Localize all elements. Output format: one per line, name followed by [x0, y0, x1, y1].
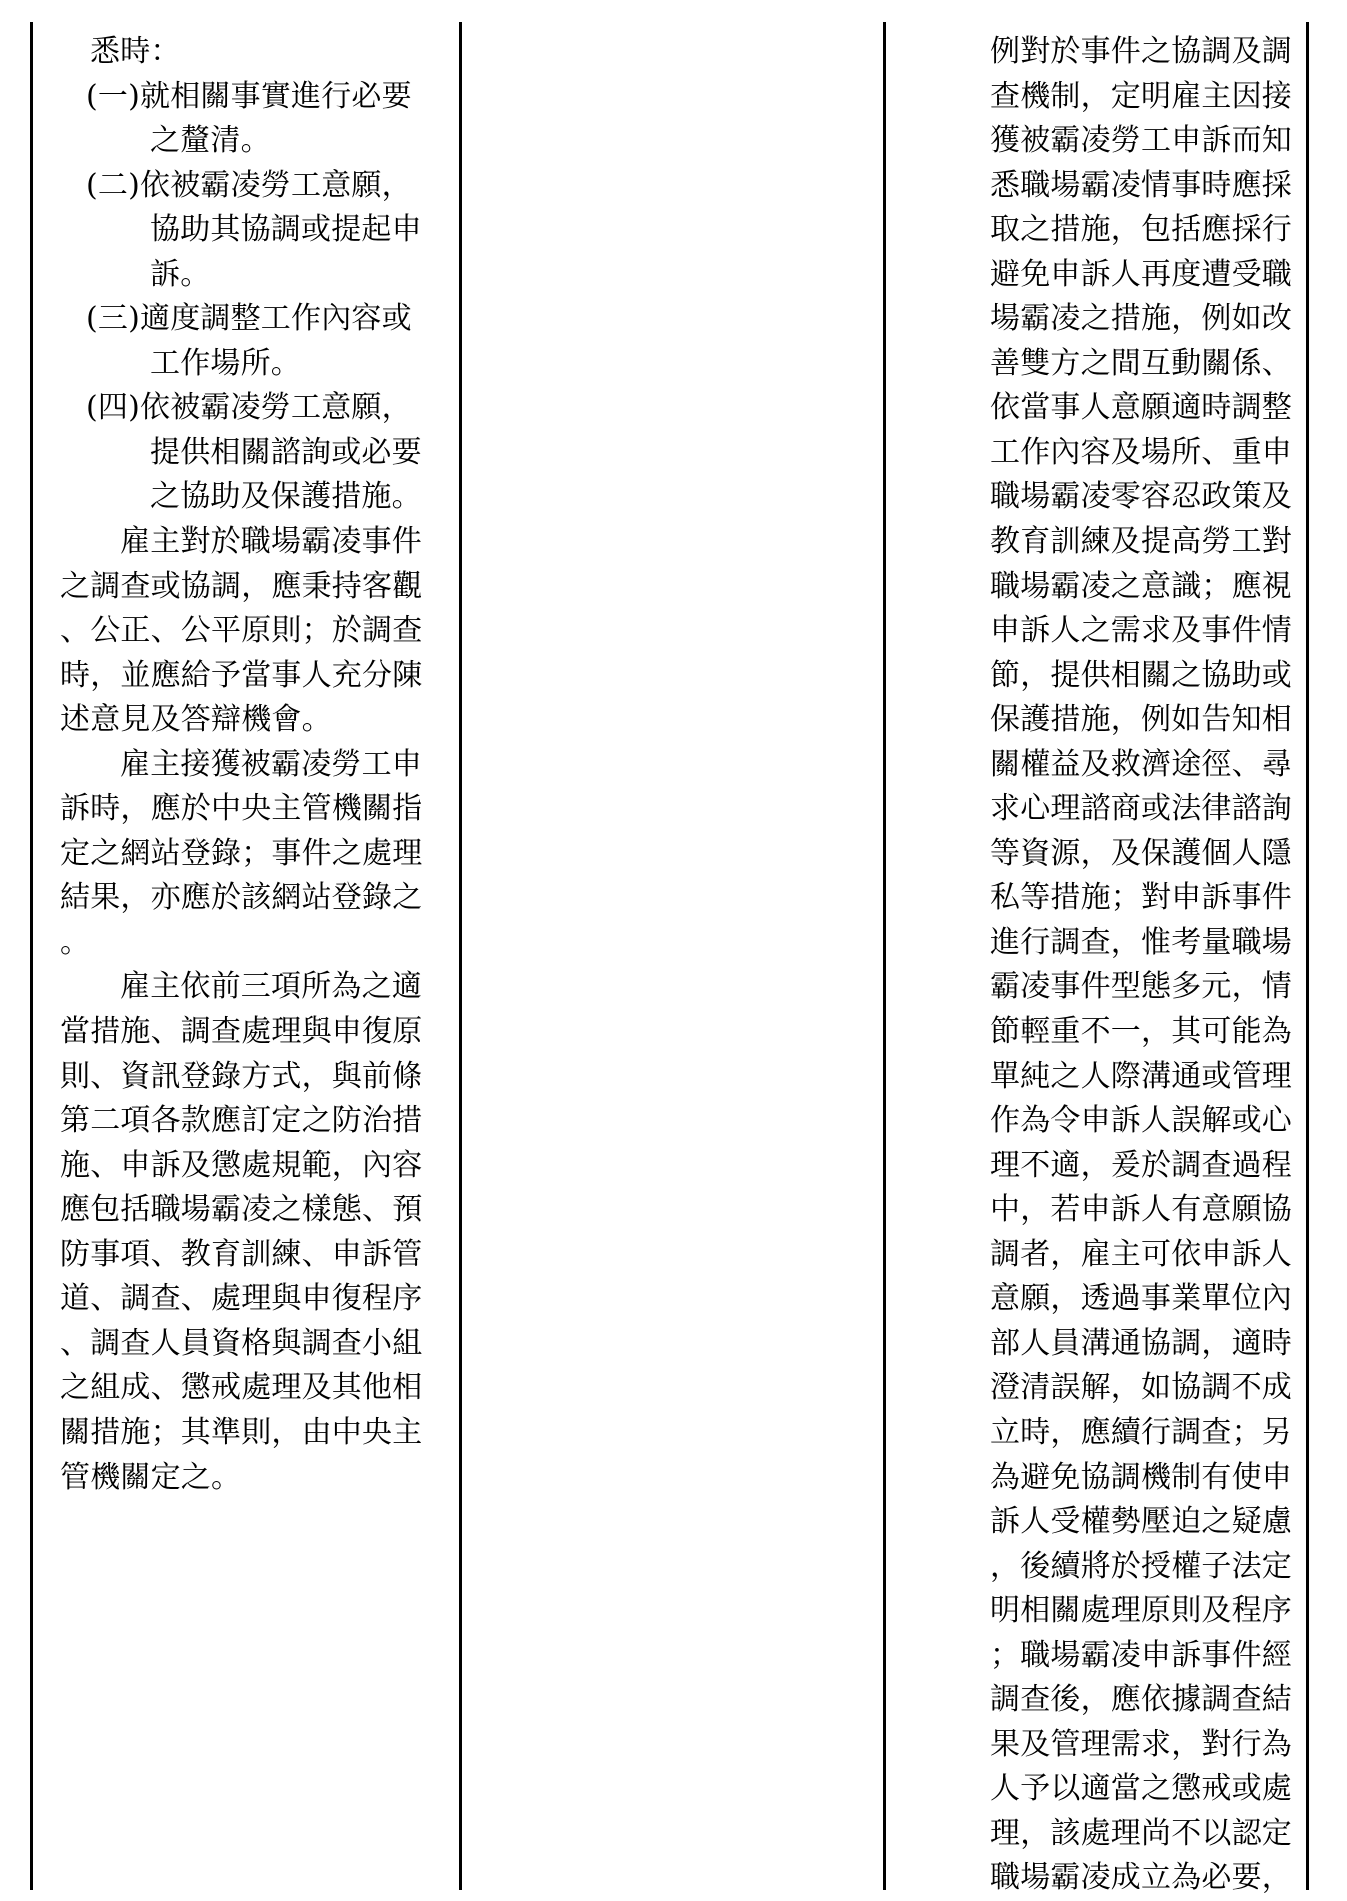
right-text-line: 立時，應續行調查；另 — [990, 1414, 1292, 1450]
right-text-line: 霸凌事件型態多元，情 — [990, 969, 1292, 1005]
right-text-line: 調查後，應依據調查結 — [990, 1682, 1292, 1718]
right-text-line: 為避免協調機制有使申 — [990, 1459, 1292, 1495]
left-text-line: 、公正、公平原則；於調查 — [60, 613, 423, 649]
right-text-line: 職場霸凌成立為必要， — [990, 1860, 1292, 1896]
left-text-line: (三)適度調整工作內容或 — [86, 301, 412, 337]
left-text-line: 雇主接獲被霸凌勞工申 — [120, 746, 422, 782]
right-text-line: 調者，雇主可依申訴人 — [990, 1236, 1292, 1272]
right-text-line: 理，該處理尚不以認定 — [990, 1815, 1292, 1851]
middle-right-border-line — [883, 22, 886, 1890]
left-text-line: 。 — [60, 924, 91, 960]
left-text-line: 則、資訊登錄方式，與前條 — [60, 1058, 423, 1094]
left-text-line: 、調查人員資格與調查小組 — [60, 1325, 423, 1361]
left-text-line: 時，並應給予當事人充分陳 — [60, 657, 423, 693]
left-text-line: 應包括職場霸凌之樣態、預 — [60, 1192, 423, 1228]
right-text-line: 悉職場霸凌情事時應採 — [990, 167, 1292, 203]
right-column-text — [990, 30, 1306, 1901]
left-text-line: 雇主對於職場霸凌事件 — [120, 524, 422, 560]
right-text-line: 查機制，定明雇主因接 — [990, 78, 1292, 114]
right-text-line: 獲被霸凌勞工申訴而知 — [990, 123, 1292, 159]
right-text-line: 單純之人際溝通或管理 — [990, 1058, 1292, 1094]
right-text-line: 節，提供相關之協助或 — [990, 657, 1292, 693]
right-text-line: ，後續將於授權子法定 — [990, 1548, 1292, 1584]
left-text-line: 施、申訴及懲處規範，內容 — [60, 1147, 423, 1183]
left-text-line: 之組成、懲戒處理及其他相 — [60, 1370, 423, 1406]
left-text-line: 當措施、調查處理與申復原 — [60, 1014, 423, 1050]
left-text-line: 之釐清。 — [150, 123, 271, 159]
right-text-line: 訴人受權勢壓迫之疑慮 — [990, 1504, 1292, 1540]
left-text-line: 悉時： — [90, 34, 181, 69]
right-text-line: 場霸凌之措施，例如改 — [990, 301, 1292, 337]
left-text-line: 結果，亦應於該網站登錄之 — [60, 880, 423, 916]
left-text-line: 防事項、教育訓練、申訴管 — [60, 1236, 423, 1272]
middle-left-border-line — [459, 22, 462, 1890]
left-text-line: 第二項各款應訂定之防治措 — [60, 1103, 423, 1139]
left-text-line: 關措施；其準則，由中央主 — [60, 1414, 423, 1450]
right-text-line: 理不適，爰於調查過程 — [990, 1147, 1292, 1183]
left-text-line: 訴時，應於中央主管機關指 — [60, 791, 423, 827]
right-text-line: 工作內容及場所、重申 — [990, 434, 1292, 470]
right-text-line: 善雙方之間互動關係、 — [990, 345, 1292, 381]
left-text-line: 管機關定之。 — [60, 1459, 242, 1495]
right-text-line: 職場霸凌零容忍政策及 — [990, 479, 1292, 515]
right-text-line: ；職場霸凌申訴事件經 — [990, 1637, 1292, 1673]
left-text-line: 協助其協調或提起申 — [150, 212, 422, 248]
right-text-line: 節輕重不一，其可能為 — [990, 1014, 1292, 1050]
right-text-line: 明相關處理原則及程序 — [990, 1593, 1292, 1629]
left-text-line: (四)依被霸凌勞工意願， — [86, 390, 412, 426]
right-text-line: 作為令申訴人誤解或心 — [990, 1103, 1292, 1139]
right-text-line: 部人員溝通協調，適時 — [990, 1325, 1292, 1361]
right-text-line: 求心理諮商或法律諮詢 — [990, 791, 1292, 827]
right-text-line: 例對於事件之協調及調 — [990, 34, 1292, 69]
left-text-line: 提供相關諮詢或必要 — [150, 434, 422, 470]
left-column-text — [0, 30, 459, 1500]
right-text-line: 申訴人之需求及事件情 — [990, 613, 1292, 649]
right-text-line: 澄清誤解，如協調不成 — [990, 1370, 1292, 1406]
right-text-line: 教育訓練及提高勞工對 — [990, 524, 1292, 560]
right-text-line: 私等措施；對申訴事件 — [990, 880, 1292, 916]
left-text-line: 定之網站登錄；事件之處理 — [60, 835, 423, 871]
right-text-line: 取之措施，包括應採行 — [990, 212, 1292, 248]
left-text-line: 之協助及保護措施。 — [150, 479, 422, 515]
left-text-line: 工作場所。 — [150, 345, 301, 381]
right-text-line: 進行調查，惟考量職場 — [990, 924, 1292, 960]
right-text-line: 關權益及救濟途徑、尋 — [990, 746, 1292, 782]
left-text-line: 之調查或協調，應秉持客觀 — [60, 568, 423, 604]
left-text-line: 訴。 — [150, 256, 211, 292]
right-text-line: 職場霸凌之意識；應視 — [990, 568, 1292, 604]
right-text-line: 保護措施，例如告知相 — [990, 702, 1292, 738]
left-text-line: (一)就相關事實進行必要 — [86, 78, 412, 114]
left-text-line: 述意見及答辯機會。 — [60, 702, 332, 738]
left-text-line: 雇主依前三項所為之適 — [120, 969, 422, 1005]
right-text-line: 果及管理需求，對行為 — [990, 1726, 1292, 1762]
right-text-line: 人予以適當之懲戒或處 — [990, 1771, 1292, 1807]
right-text-line: 等資源，及保護個人隱 — [990, 835, 1292, 871]
right-text-line: 依當事人意願適時調整 — [990, 390, 1292, 426]
left-text-line: 道、調查、處理與申復程序 — [60, 1281, 423, 1317]
right-text-line: 避免申訴人再度遭受職 — [990, 256, 1292, 292]
right-text-line: 中，若申訴人有意願協 — [990, 1192, 1292, 1228]
left-text-line: (二)依被霸凌勞工意願， — [86, 167, 412, 203]
right-border-line — [1306, 22, 1309, 1890]
right-text-line: 意願，透過事業單位內 — [990, 1281, 1292, 1317]
